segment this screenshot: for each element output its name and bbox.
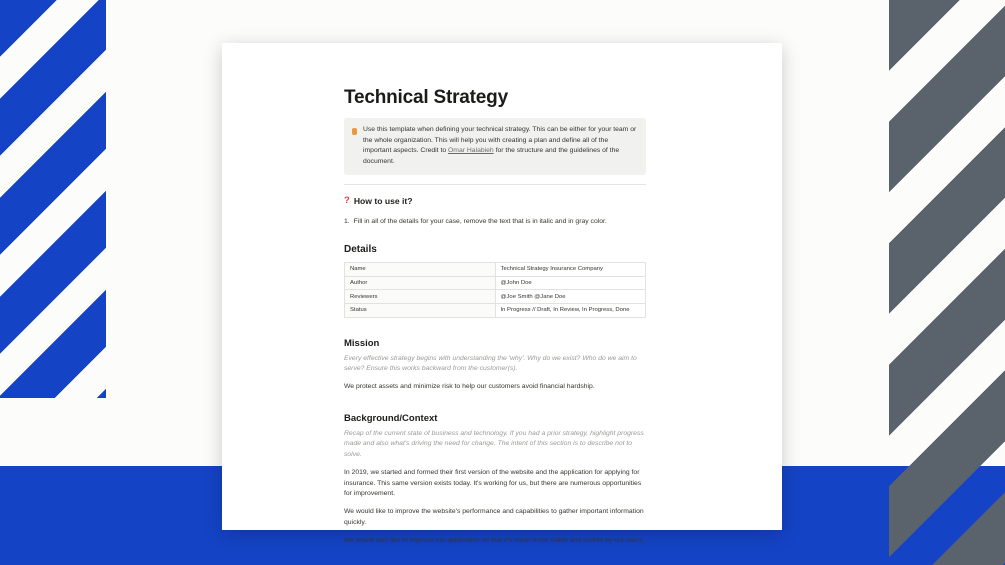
details-table bbox=[344, 262, 646, 317]
callout bbox=[344, 118, 646, 175]
pin-icon bbox=[352, 128, 357, 135]
callout-text-segment: for the structure and the guidelines of the document. bbox=[363, 147, 620, 166]
how-to-heading bbox=[344, 196, 646, 206]
table-row bbox=[345, 276, 646, 290]
mission-body: We protect assets and minimize risk to help our customers avoid financial hardship. bbox=[344, 382, 595, 390]
divider bbox=[344, 184, 646, 185]
credit-link[interactable]: Omar Halabieh bbox=[448, 147, 494, 155]
how-to-heading-label: How to use it? bbox=[353, 195, 413, 206]
callout-text-segment: Use this template when defining your technical strategy. This can be either for your team or the whole organization. This will help you with creating a plan and define all of the important aspects. Credit to bbox=[363, 126, 637, 155]
table-value-cell: Technical Strategy Insurance Company bbox=[495, 263, 646, 277]
table-row bbox=[345, 263, 646, 277]
page-content bbox=[344, 43, 646, 546]
background-paragraph: We would like to improve the website's performance and capabilities to gather important information quickly. bbox=[344, 508, 644, 526]
table-value-cell: In Progress // Draft, In Review, In Progress, Done bbox=[495, 303, 646, 317]
table-value-cell: @John Doe bbox=[495, 276, 646, 290]
table-value-cell: @Joe Smith @Jane Doe bbox=[495, 290, 646, 304]
list-text: Fill in all of the details for your case, remove the text that is in italic and in gray color. bbox=[353, 217, 607, 225]
table-row bbox=[345, 303, 646, 317]
table-label-cell: Status bbox=[345, 303, 496, 317]
question-mark-icon: ? bbox=[344, 195, 350, 207]
list-item bbox=[344, 217, 646, 227]
background-paragraph: We would also like to improve our application so that it's much more stable and usable by our users. bbox=[344, 536, 645, 544]
table-label-cell: Author bbox=[345, 276, 496, 290]
table-label-cell: Name bbox=[345, 263, 496, 277]
document-page bbox=[222, 43, 782, 544]
right-stripes-decoration bbox=[889, 0, 1005, 565]
table-label-cell: Reviewers bbox=[345, 290, 496, 304]
callout-text bbox=[363, 125, 637, 168]
background-guidance: Recap of the current state of business and technology. If you had a prior strategy, highlight progress made and also what's driving the need for change. The intent of this section is to describe not to solve. bbox=[344, 429, 644, 459]
list-number: 1. bbox=[344, 217, 350, 225]
background-heading: Background/Context bbox=[344, 412, 438, 424]
page-title: Technical Strategy bbox=[344, 87, 508, 108]
left-stripes-decoration bbox=[0, 0, 106, 398]
details-heading: Details bbox=[344, 244, 377, 256]
mission-guidance: Every effective strategy begins with understanding the 'why'. Why do we exist? Who do we aim to serve? Ensure this works backward from the customer(s). bbox=[344, 354, 637, 373]
mission-heading: Mission bbox=[344, 337, 380, 349]
background-paragraph: In 2019, we started and formed their first version of the website and the application for applying for insurance. This same version exists today. It's working for us, but there are numerous opportunities for improvement. bbox=[344, 468, 642, 498]
table-row bbox=[345, 290, 646, 304]
